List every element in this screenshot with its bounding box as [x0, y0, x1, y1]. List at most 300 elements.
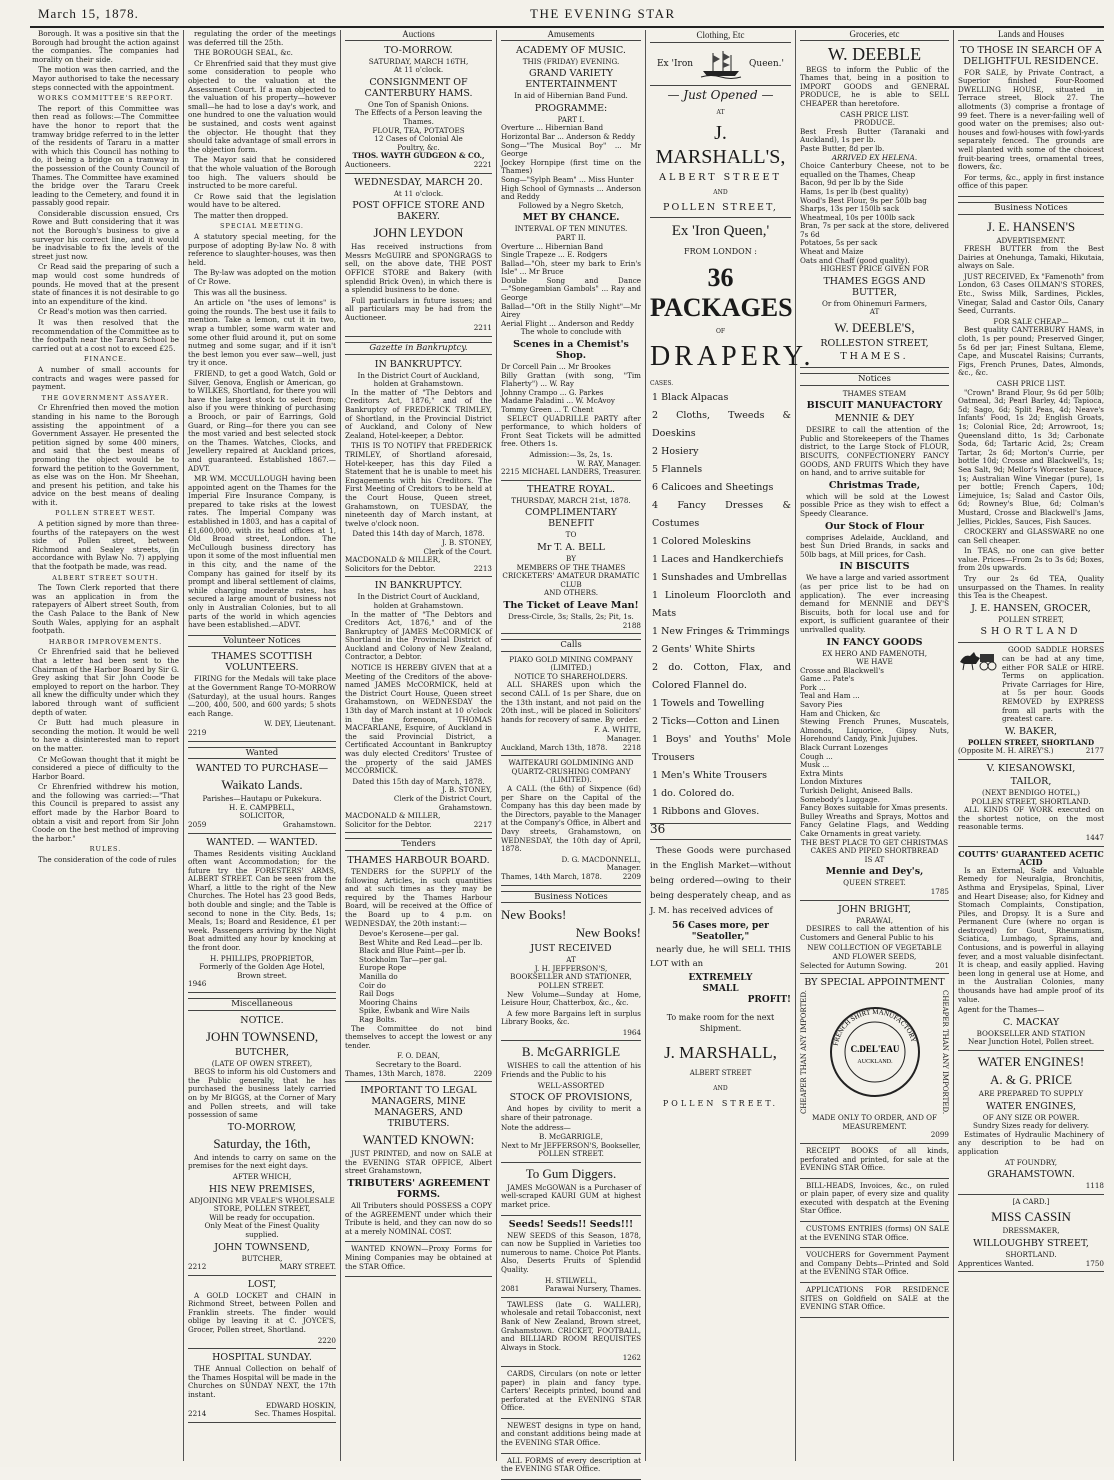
ad-opposite: (Opposite M. H. AIREY'S.)	[958, 746, 1054, 756]
case-item: 1 Linoleum Floorcloth and Mats	[652, 590, 791, 619]
ad-body: And intends to carry on same on the premises for the next eight days.	[188, 1152, 336, 1171]
more-cases: 56 Cases more, per "Seatoller,"	[672, 921, 769, 942]
seal-side-left: CHEAPER THAN ANY IMPORTED.	[800, 990, 808, 1115]
ad-by: BY	[566, 553, 576, 563]
ad-have: WE HAVE	[856, 657, 893, 667]
ad-body: For terms, &c., apply in first instance office of this paper.	[958, 172, 1104, 191]
ad-solicitor: MACDONALD & MILLER,	[345, 555, 441, 565]
ad-title: TO THOSE IN SEARCH OF A DELIGHTFUL RESIDENCE.	[960, 44, 1102, 67]
column-1-council-report	[32, 30, 179, 1461]
ad-play: The Ticket of Leave Man!	[503, 599, 639, 611]
ad-agent: Agent for the Thames—	[958, 1005, 1045, 1015]
ad-date: SATURDAY, MARCH 16TH,	[368, 56, 469, 66]
ad-prices: Dress-Circle, 3s; Stalls, 2s; Pit, 1s.	[508, 611, 634, 621]
ad-number: 1750	[1085, 1258, 1104, 1268]
ad-card: [A CARD.]	[1012, 1196, 1050, 1206]
ad-title: WATER ENGINES!	[977, 1054, 1085, 1069]
at-label: AT	[716, 109, 725, 116]
ad-body: CUSTOMS ENTRIES (forms) ON SALE at the EVENING STAR Office.	[800, 1224, 949, 1242]
ad-number: 1118	[1085, 1181, 1104, 1191]
column-7	[958, 30, 1104, 1461]
ad-farmers: Or from Ohinemuri Farmers,	[821, 298, 927, 308]
subheading: ALBERT STREET SOUTH.	[52, 573, 159, 582]
ad-name: W. BAKER,	[1004, 725, 1058, 737]
ad-trade: DRESSMAKER,	[1002, 1226, 1060, 1236]
ad-number: 1964	[622, 1027, 641, 1037]
paragraph: The matter then dropped.	[194, 210, 289, 220]
street-albert: ALBERT STREET	[689, 1069, 752, 1077]
cast-item: Dr Corcell Pain ... Mr Brookes	[501, 362, 611, 372]
fancy-item: Game ... Pate's	[800, 674, 855, 684]
ad-adv: ADVERTISEMENT.	[996, 235, 1066, 245]
ad-place: THE BEST PLACE TO GET CHRISTMAS CAKES AND PIPED SHORTBREAD	[800, 837, 949, 856]
ad-body: FOR SALE, by Private Contract, a Superior finished Four-Roomed DWELLING HOUSE, situated in Terrace street, Block 27. The allotments (3) comprise a frontage of 99 feet. There is a never-failing well of good water on the premises; also out-houses and fowl-houses with fowl-yards separately fenced. The grounds are well planted with some of the choicest fruit-bearing trees, ornamental trees, flowers, &c.	[958, 67, 1104, 172]
ad-line: 12 Cases of Colonial Ale	[374, 134, 463, 144]
ad-ready: Will be ready for occupation.	[209, 1212, 315, 1222]
ad-number: 2217	[473, 819, 492, 829]
ad-theatre-royal	[501, 484, 641, 634]
ad-name: H. E. CAMPBELL,	[229, 802, 295, 812]
ad-proxy-forms	[345, 1245, 492, 1277]
price-item: Best Fresh Butter (Taranaki and Auckland), 1s per lb.	[800, 126, 949, 145]
paragraph: Cr Ehrenfried said that he believed that a letter had been sent to the Chairman of the Harbor Board by Sir G. Grey asking that Sir John Coode be employed to report on the harbor. They all knew the difficulty under which they labored through want of sufficient depth of water.	[32, 647, 179, 717]
ad-title: New Books!	[501, 907, 567, 923]
tender-item: Spike, Ewbank and Wire Nails	[359, 1006, 470, 1016]
section-head-misc: Miscellaneous	[188, 998, 336, 1011]
ad-role: Manager.	[606, 734, 641, 744]
cases-label: CASES.	[650, 380, 674, 387]
ad-body: Thames Residents visiting Auckland often want Accommodation; for the future try the FORESTERS' ARMS, ALBERT STREET. Can be seen from the Wharf, a little to the right of the New Churches. The Hotel has 23 good Beds, both double and single; and the Table is second to none in the City. Beds, 1s; Meals, 1s; Board and Residence, £1 per week. Passengers arriving by the Night Boat admitted any hour by knocking at the front door.	[188, 848, 336, 953]
paragraph: Cr Read's motion was then carried.	[38, 307, 168, 317]
ad-solicitor-role: Solicitor for the Debtor.	[345, 819, 432, 829]
case-item: 1 do. Colored do.	[652, 788, 735, 799]
ad-piako	[501, 656, 641, 757]
ad-name: MENNIE & DEY	[834, 413, 915, 425]
ad-bill-heads	[800, 1182, 949, 1222]
case-item: 2 Cloths, Tweeds & Doeskins	[652, 410, 791, 439]
ad-body: ALL SHARES upon which the second CALL of 1s per Share, due on the 13th instant, and not paid on the 20th inst., will be placed in Solicitors' hands for recovery of same. By order.	[501, 680, 641, 724]
ad-title: THAMES HARBOUR BOARD.	[347, 854, 490, 866]
section-head-lands: Lands and Houses	[958, 30, 1104, 41]
ad-body: ARE PREPARED TO SUPPLY	[978, 1089, 1084, 1098]
ad-name: W. DEEBLE'S,	[834, 320, 915, 336]
profit: PROFIT!	[747, 995, 791, 1005]
case-item: 1 Men's White Trousers	[652, 770, 768, 781]
case-item: 2 Ticks—Cotton and Linen	[652, 716, 780, 727]
ad-tributers-forms	[345, 1085, 492, 1242]
ad-john-townsend	[188, 1015, 336, 1276]
ad-note: Note the address—	[501, 1123, 571, 1133]
ad-hansen	[958, 219, 1104, 644]
ad-body: NOTICE IS HEREBY GIVEN that at a Meeting of the Creditors of the above-named JAMES McCORMICK, held at the District Court House, Queen street Grahamstown, on WEDNESDAY the 13th day of March instant at 10 o'clock in the forenoon, THOMAS MACFARLANE, Esquire, of Auckland in the said Provincial District, a Certificated Accountant in Bankruptcy was duly elected Creditors' Trustee of the property of the said JAMES MCCORMICK.	[345, 663, 492, 776]
tender-item: Rail Dogs	[359, 989, 395, 999]
ad-body: ALL KINDS OF WORK executed on the shortest notice, on the most reasonable terms.	[958, 805, 1104, 832]
ad-name: JOHN TOWNSEND,	[205, 1028, 319, 1044]
ad-body: In the matter of "The Debtors and Creditors Act, 1876," and of the Bankruptcy of JAMES McCORMICK of Shortland in the Provincial District of Auckland and Colony of New Zealand, Contractor, a Debtor.	[345, 609, 492, 662]
ad-highest: HIGHEST PRICE GIVEN FOR	[820, 264, 929, 274]
ad-body: FIRING for the Medals will take place at the Government Range TO-MORROW (Saturday), at the usual hours. Ranges—200, 400, 500, and 600 yards; 5 shots each Range.	[188, 674, 336, 718]
ad-at: AT	[869, 307, 880, 317]
ad-number: 2219	[188, 727, 207, 737]
price-item: Bacon, 9d per lb by the Side	[800, 178, 904, 188]
column-rule	[183, 30, 184, 1461]
section-head-volunteer: Volunteer Notices	[188, 635, 336, 648]
column-4	[501, 29, 641, 1474]
fancy-item: Black Currant Lozenges	[800, 743, 888, 753]
ad-ltd: (LIMITED.)	[550, 663, 592, 673]
ad-name: H. PHILLIPS, PROPRIETOR,	[209, 953, 315, 963]
ad-auction-leydon	[345, 177, 492, 338]
ad-body: Parishes—Hautapu or Pukekura.	[202, 794, 322, 804]
marshall-name: J. MARSHALL'S,	[655, 122, 786, 168]
ad-body: All Tributers should POSSESS a COPY of the AGREEMENT under which their Tribute is held, and they can now do so at a merely NOMINAL COST.	[345, 1200, 492, 1236]
ad-name: JOHN TOWNSEND,	[214, 1241, 310, 1253]
ad-coutts	[958, 850, 1104, 1051]
ad-role: BOOKSELLER AND STATION	[976, 1028, 1086, 1038]
ad-trade: TAILOR,	[1010, 775, 1052, 787]
ad-engines: WATER ENGINES,	[985, 1100, 1077, 1112]
paragraph: The By-law was adopted on the motion of Cr Rowe.	[188, 268, 336, 287]
ad-name: THOS. WAYTH GUDGEON & CO.,	[352, 151, 485, 161]
ad-part: PART I.	[557, 114, 585, 124]
ad-body: VOUCHERS for Government Payment and Company Debts—Printed and Sold at the EVENING STAR Office.	[800, 1250, 949, 1277]
ad-programme: PROGRAMME:	[534, 102, 608, 114]
ad-body: Has received instructions from Messrs McGUIRE and SPONGRAGS to sell, on the above date, THE POST OFFICE STORE and Bakery (with splendid Brick Oven), in which there is a splendid business to be done.	[345, 242, 492, 295]
ad-water-engines	[958, 1054, 1104, 1195]
ad-title: POST OFFICE STORE AND BAKERY.	[352, 200, 485, 223]
fancy-item: Cough ...	[800, 751, 833, 761]
ad-time: At 11 o'clock.	[393, 188, 444, 198]
section-head-wanted: Wanted	[188, 747, 336, 760]
ad-hospital-sunday	[188, 1352, 336, 1423]
ad-name: C. MACKAY	[1002, 1016, 1060, 1028]
column-rule	[645, 30, 646, 1461]
make-room: To make room for the next Shipment.	[666, 1013, 775, 1033]
ad-stock: STOCK OF PROVISIONS,	[509, 1092, 633, 1104]
of-label: OF	[715, 328, 726, 335]
ad-waitekauri	[501, 759, 641, 885]
ad-body: DESIRE to call the attention of the Public and Storekeepers of the Thames district, to the Large Stock of FLOUR, BISCUITS, CONFECTIONERY FANCY GOODS, AND FRUITS Which they have on hand, and to arrive suitable for	[800, 425, 949, 478]
horse-carriage-icon	[958, 646, 998, 674]
page-header	[30, 4, 1104, 28]
ad-body: JUST RECEIVED, Ex "Famenoth" from London, 63 Cases OILMAN'S STORES, Etc., Swiss Milk, Sardines, Pickles, Vinegar, Salad and Castor Oils, Canary Seed, Currants.	[958, 271, 1104, 316]
ad-date: Saturday, the 16th,	[213, 1135, 311, 1151]
ad-arrived: ARRIVED EX HELENA.	[831, 152, 918, 162]
ad-kiesanowski	[958, 763, 1104, 847]
ad-body: CROCKERY and GLASSWARE no one can Sell cheaper.	[958, 527, 1104, 545]
ship-caption-right: Queen.'	[749, 58, 785, 69]
subheading: RULES.	[89, 845, 122, 854]
ad-number: 2081	[501, 1284, 520, 1294]
paragraph: The report of this Committee was then read as follows:—The Committee have the honor to report that the tramway bridge referred to in the letter of the residents of Tararu in a matter with which this Council has nothing to do, it being a bridge on a tramway in the possession of the County Council of Thames. The Committee have examined the bridge over the Tararu Creek leading to the Cemetery, and found it in passably good repair.	[32, 103, 179, 208]
small: SMALL	[702, 984, 739, 994]
ad-body: FRESH BUTTER from the Best Dairies at Onehunga, Tamaki, Hikutaia, always on Sale.	[958, 244, 1104, 271]
ad-admission: Admission:—3s, 2s, 1s.	[529, 449, 613, 459]
ad-notice: NOTICE.	[240, 1014, 284, 1026]
ad-scottish-volunteers	[188, 651, 336, 741]
ad-date: Dated this 15th day of March, 1878.	[352, 776, 485, 786]
ad-waikato-lands	[188, 763, 336, 833]
ad-number: 2215	[501, 467, 520, 477]
programme-item: Song—"The Musical Boy" ... Mr George	[501, 140, 641, 159]
case-item: 5 Flannels	[652, 464, 703, 475]
ad-body: Is an External, Safe and Valuable Remedy for Neuralgia, Bronchitis, Asthma and Erysipelas, Spinal, Liver and Heart Disease; also, for Kidney and Stomach Complaints, Constipation, Piles, and Dropsy. It is a Sure and Permanent Cure (where no organ is destroyed) for Gout, Rheumatism, Sciatica, Lumbago, Sprains, and Contusions, and is powerful in allaying fever, and a most valuable disinfectant. It is cheap, and easily applied. Having been long in general use at Home, and in the Australian Colonies, many thousands have had ample proof of its value.	[958, 865, 1104, 1004]
ad-body: comprises Adelaide, Auckland, and best Sun Dried Brands, in sacks and 50lb bags, at Mill prices, for Cash.	[800, 532, 949, 559]
ad-follow: Followed by a Negro Sketch,	[518, 200, 624, 210]
ad-name: D. G. MACDONNELL,	[561, 854, 641, 864]
case-item: 1 Sunshades and Umbrellas	[652, 572, 787, 583]
ad-number: 2212	[188, 1262, 207, 1272]
section-head-gazette: Gazette in Bankruptcy.	[345, 342, 492, 355]
price-item: Hams, 1s per lb (best quality)	[800, 186, 909, 196]
ad-at: AT	[566, 955, 576, 965]
price-item: Wheat and Maize	[800, 247, 864, 257]
section-head-auctions: Auctions	[345, 30, 492, 41]
extremely: EXTREMELY	[688, 973, 753, 983]
ad-body: NEWEST designs in type on hand, and constant additions being made at the EVENING STAR Office.	[501, 1420, 641, 1448]
paragraph: regulating the order of the meetings was deferred till the 25th.	[188, 29, 336, 47]
ad-title: To Gum Diggers.	[525, 1165, 617, 1181]
paragraph: MR WM. MCCULLOUGH having been appointed agent on the Thames for the Imperial Fire Insurance Company, is prepared to take risks at the lowest rates. The Imperial Company was established in 1803, and has a capital of £1,600,000, with its head offices at 1, Old Broad street, London. The McCullough business directory has upon it some of the most influential men in this city, and the name of the Company has gained for itself by its prompt and liberal settlement of claims, while charging moderate rates, has secured a large amount of business not only in Australian Colonies, but to all parts of the world in which agencies have been established.—ADVT.	[188, 474, 336, 630]
ad-miss-cassin	[958, 1198, 1104, 1272]
ad-body: APPLICATIONS FOR RESIDENCE SITES on Goldfield on SALE at the EVENING STAR Office.	[800, 1285, 949, 1312]
ad-cash: CASH PRICE LIST.	[840, 109, 909, 119]
ad-body: WISHES to call the attention of his Friends and the Public to his	[501, 1061, 641, 1080]
ad-body: GOOD SADDLE HORSES can be had at any time, either FOR SALE or HIRE. Terms on application. Private Carriages for Hire, at 5s per hour. Goods REMOVED by EXPRESS from all parts with the greatest care.	[1002, 645, 1104, 724]
case-item: 4 Fancy Dresses & Costumes	[652, 500, 791, 529]
ad-body: WANTED KNOWN—Proxy Forms for Mining Companies may be obtained at the STAR Office.	[345, 1244, 492, 1271]
case-item: 1 Laces and Handkerchiefs	[652, 554, 784, 565]
column-2	[188, 30, 336, 1461]
cast-item: Madame Paladini ... W. McAvoy	[501, 396, 615, 406]
ad-late: (LATE OF OWEN STREET),	[211, 1058, 313, 1068]
ad-forms: TRIBUTERS' AGREEMENT FORMS.	[347, 1177, 490, 1200]
paragraph: Cr Ehrenfried withdrew his motion, and the following was carried:—"That this Council is prepared to assist any effort made by the Harbor Board to obtain a visit and report from Sir John Coode on the best method of improving the harbor."	[32, 782, 179, 843]
column-rule	[496, 30, 497, 1461]
fancy-item: London Mixtures	[800, 777, 863, 787]
ad-title: THEATRE ROYAL.	[526, 483, 615, 495]
ad-treasurer: MICHAEL LANDERS, Treasurer.	[521, 467, 641, 477]
paragraph: The Mayor said that he considered that the whole valuation of the Borough too high. The valuers should be instructed to be more careful.	[188, 155, 336, 191]
subheading: SPECIAL MEETING.	[220, 222, 304, 231]
section-head-business: Business Notices	[958, 202, 1104, 215]
ad-town: PARAWAI,	[855, 915, 894, 925]
ship-caption-left: Ex 'Iron	[656, 58, 694, 69]
programme-item: Ballad—"Oft in the Stilly Night"—Mr Airey	[501, 301, 641, 320]
ad-date: Dated this 14th day of March, 1878.	[352, 529, 485, 539]
tender-item: Coir do	[359, 980, 386, 990]
price-item: Sharps, 13s per 150lb sack	[800, 204, 900, 214]
column-6	[800, 30, 949, 1461]
subheading: FINANCE.	[84, 355, 127, 364]
case-item: 2 Gents' White Shirts	[652, 644, 755, 655]
ad-name: B. McGARRIGLE,	[539, 1132, 603, 1142]
ad-premises: HIS NEW PREMISES,	[208, 1183, 316, 1195]
ad-number: 2218	[622, 742, 641, 752]
ad-number: 1447	[1085, 832, 1104, 842]
ad-body: And hopes by civility to merit a share of their patronage.	[501, 1104, 641, 1122]
ad-number: 2059	[188, 819, 207, 829]
ad-name: Mennie and Dey's,	[825, 866, 924, 878]
paragraph: A number of small accounts for contracts and wages were passed for payment.	[32, 364, 179, 392]
cast-item: Tommy Green ... T. Chent	[501, 405, 594, 414]
seal-ring-text: FRENCH SHIRT MANUFACTORY	[831, 1008, 918, 1047]
ad-shirt-seal	[800, 977, 949, 1144]
ad-name: EDWARD HOSKIN,	[265, 1400, 336, 1410]
ad-body: THE Annual Collection on behalf of the Thames Hospital will be made in the Churches on SUNDAY NEXT, the 17th instant.	[188, 1364, 336, 1400]
ship-icon	[701, 49, 741, 79]
fancy-item: Turkish Delight, Aniseed Balls.	[800, 786, 913, 795]
fancy-item: Crosse and Blackwell's	[800, 665, 884, 675]
case-item: 1 Towels and Towelling	[652, 698, 765, 709]
marshall-body: nearly due, he will SELL THIS LOT with an	[650, 945, 791, 969]
tender-item: Manilla do	[359, 972, 398, 982]
case-item: 1 Colored Moleskins	[652, 536, 751, 547]
paragraph: The motion was then carried, and the Mayor authorised to take the necessary steps connected with the appointment.	[32, 65, 179, 92]
ad-forms	[501, 1457, 641, 1480]
price-item: Bran, 7s per sack at the store, delivered 7s 6d	[800, 221, 949, 239]
ad-body: BEGS to inform his old Customers and the Public generally, that he has purchased the business lately carried on by Mr BIGGS, at the Corner of Mary and Pollen streets, and will take possession of same	[188, 1067, 336, 1120]
seal-emblem-icon	[827, 1004, 923, 1100]
programme-item: Ballad—"Oh, steer my bark to Erin's Isle" ... Mr Bruce	[501, 258, 641, 277]
price-item: Wheatmeal, 10s per 100lb sack	[800, 212, 915, 222]
ad-town: Grahamstown.	[282, 819, 336, 829]
ad-date: Thames, 13th March, 1878.	[345, 1068, 446, 1078]
ad-body: DESIRES to call the attention of his Customers and General Public to his	[800, 924, 949, 942]
ad-court: In the District Court of Auckland, holden at Grahamstown.	[357, 592, 480, 610]
column-rule	[340, 30, 341, 1461]
ad-members: MEMBERS OF THE THAMES CRICKETERS' AMATEUR DRAMATIC CLUB	[502, 562, 640, 589]
masthead-title: THE EVENING STAR	[530, 6, 676, 21]
ad-size: OF ANY SIZE OR POWER.	[982, 1112, 1080, 1122]
drapery-title: DRAPERY.	[650, 341, 815, 372]
case-item: 1 New Fringes & Trimmings	[652, 626, 790, 637]
ad-street: ROLLESTON STREET,	[820, 338, 929, 350]
ad-manager: W. RAY, Manager.	[577, 458, 641, 468]
price-item: Potatoes, 5s per sack	[800, 238, 878, 248]
paragraph: Cr Ehrenfried then moved the motion standing in his name to the Borough assisting the appointment of a Government Assayer. He presented the petition signed by some 400 miners, and said that the best means of promoting the object would be to forward the petition to the Government, as else was on the Hon. Mr Sheehan, and present his petition, and take his advice on the best means of dealing with it.	[32, 403, 179, 507]
ad-applications	[800, 1286, 949, 1318]
ad-sundry: Sundry Sizes ready for delivery.	[972, 1121, 1090, 1131]
price-item: Oats and Chaff (good quality).	[800, 255, 910, 265]
ad-street: POLLEN STREET,	[998, 614, 1064, 624]
ad-title: BY SPECIAL APPOINTMENT	[804, 977, 945, 989]
ad-title: Seeds! Seeds!! Seeds!!!	[508, 1218, 634, 1230]
column-3	[345, 30, 492, 1461]
ad-addr: Near Junction Hotel, Pollen street.	[967, 1037, 1095, 1047]
ad-name: MISS CASSIN	[991, 1209, 1071, 1225]
ad-flour: Our Stock of Flour	[824, 520, 925, 532]
case-item: 1 Black Alpacas	[652, 392, 729, 403]
ad-name: Mr T. A. BELL	[537, 541, 605, 553]
cases-total: 36	[650, 823, 791, 835]
paragraph: Cr McGowan thought that it might be considered a piece of difficulty to the Harbor Board.	[32, 754, 179, 781]
packages-count: 36 PACKAGES	[650, 263, 793, 322]
ad-role: Auctioneers.	[345, 159, 391, 169]
programme-item: Double Song and Dance—"Sonegambian Gambols" ... Ray and George	[501, 275, 641, 303]
ad-body: RECEIPT BOOKS of all kinds, perforated and printed, for sale at the EVENING STAR Office.	[800, 1145, 949, 1173]
ad-title: IN BANKRUPTCY.	[374, 358, 463, 370]
paragraph: Borough. It was a positive sin that the Borough had brought the action against the companies. The companies had morality on their side.	[32, 29, 179, 64]
case-item: 1 Boys' and Youths' Mole Trousers	[652, 734, 791, 763]
ad-vouchers	[800, 1251, 949, 1283]
ad-previous: Formerly of the Golden Age Hotel, Brown street.	[199, 962, 325, 980]
ad-title: PIAKO GOLD MINING COMPANY	[509, 654, 633, 664]
ad-next: (NEXT BENDIGO HOTEL,)	[982, 787, 1080, 797]
section-head-tenders: Tenders	[345, 838, 492, 851]
ad-tawless	[501, 1301, 641, 1367]
paragraph: THE BOROUGH SEAL, &c.	[194, 48, 293, 58]
programme-item: Overture ... Hibernian Band	[501, 123, 604, 133]
fancy-item: Fancy Boxes suitable for Xmas presents.	[800, 803, 948, 813]
programme-item: High School of Gymnasts ... Anderson and Reddy	[501, 183, 641, 202]
ad-title: ACADEMY OF MUSIC.	[516, 44, 626, 56]
ad-shop: BOOKSELLER AND STATIONER, POLLEN STREET.	[510, 972, 632, 990]
paragraph: The consideration of the code of rules	[38, 855, 177, 865]
paragraph: The Town Clerk reported that there was an application in from the ratepayers of Albert street South, from the Cash Palace to the Bank of New South Wales, applying for an asphalt footpath.	[32, 583, 179, 636]
fancy-item: Ham and Chicken, &c	[800, 708, 881, 718]
paragraph: Cr Ehrenfried said that they must give some consideration to people who objected to the valuation at the Assessment Court. If a man objected to the valuation of his property—however small—he had to lose a day's work, and one hundred to one the valuation would be sustained, and costs went against the objector. He thought that they should take advantage of small errors in the objection form.	[188, 58, 336, 154]
ad-role: Clerk of the Court.	[423, 546, 492, 556]
issue-date: March 15, 1878.	[38, 6, 139, 21]
ad-subtitle: Waikato Lands.	[221, 777, 303, 793]
paragraph: Considerable discussion ensued, Crs Rowe and Butt considering that it was not the Borough's business to give a surveyor his correct line, and it would be inadvisable to fix the levels of the street just now.	[32, 208, 179, 261]
ad-foresters-arms	[188, 837, 336, 994]
ad-body: THIS IS TO NOTIFY that FREDERICK TRIMLEY, of Shortland aforesaid, Hotel-keeper, has this day Filed a Statement that he is unable to meet his Engagements with his Creditors. The First Meeting of Creditors to be held at the Court House, Queen street, Grahamstown, on TUESDAY, the nineteenth day of March instant, at twelve o'clock noon.	[345, 441, 492, 528]
ad-number: 201	[935, 960, 949, 970]
ad-lost	[188, 1279, 336, 1350]
ad-role: SOLICITOR,	[239, 811, 285, 821]
section-head-business: Business Notices	[501, 891, 641, 904]
ad-body: TAWLESS (late G. WALLER), wholesale and retail Tobacconist, next Bank of New Zealand, Brown street, Grahamstown. CRICKET, FOOTBALL, and BILLIARD ROOM REQUISITES Always in Stock.	[501, 1299, 641, 1352]
ad-time: At 11 o'clock.	[393, 65, 444, 75]
ad-line: FLOUR, TEA, POTATOES	[372, 125, 465, 135]
seal-center-text: C.DEL'EAU	[850, 1044, 899, 1055]
fancy-item: Extra Mints	[800, 768, 844, 778]
ad-title: WANTED. — WANTED.	[206, 836, 318, 848]
ad-number: 2209	[622, 871, 641, 881]
ad-date: Auckland, March 13th, 1878.	[501, 742, 608, 752]
ad-title: WAITEKAURI GOLDMINING AND QUARTZ-CRUSHING COMPANY	[508, 758, 634, 776]
ad-body: A few more Bargains left in surplus Library Books, &c.	[501, 1008, 641, 1027]
ad-body: A GOLD LOCKET and CHAIN in Richmond Street, between Pollen and Franklin streets. The finder would oblige by leaving it at C. JOYCE'S, Grocer, Pollen street, Shortland.	[188, 1290, 336, 1335]
ad-addr: POLLEN STREET, SHORTLAND.	[971, 796, 1091, 806]
ad-title: THAMES SCOTTISH VOLUNTEERS.	[211, 651, 313, 674]
case-item: 2 do. Cotton, Flax, and Colored Flannel do.	[652, 662, 791, 691]
ad-solicitor-role: Solicitors for the Debtor.	[345, 563, 436, 573]
ad-role: Sec. Thames Hospital.	[254, 1409, 336, 1419]
and-label: AND	[713, 1085, 728, 1092]
ad-line: One Ton of Spanish Onions.	[368, 99, 469, 109]
ad-apprentices: Apprentices Wanted.	[958, 1258, 1034, 1268]
ad-title: BISCUIT MANUFACTORY	[806, 400, 943, 412]
ad-body: which will be sold at the Lowest possible Price as they wish to effect a Speedy Clearance.	[800, 491, 949, 518]
ad-date: Thames, 14th March, 1878.	[501, 871, 602, 881]
ad-body: Best quality CANTERBURY HAMS, in cloth, 1s per pound; Preserved Ginger, 5s 6d per jar; Finest Sultana, Eleme, Cape, and Muscatel Raisins; Currants, Figs, French Prunes, Dates, Almonds, &c., &c.	[958, 325, 1104, 378]
ad-name: JOHN LEYDON	[373, 225, 464, 241]
ad-number: 2209	[473, 1068, 492, 1078]
ad-others: AND OTHERS.	[543, 588, 599, 598]
section-head-groceries: Groceries, etc	[800, 30, 949, 41]
subheading: WORKS COMMITTEE'S REPORT.	[37, 94, 174, 103]
ad-body: A CALL (the 6th) of Sixpence (6d) per Share on the Capital of the Company has this day been made by the Directors, payable to the Manager at the Company's Office, in Albert and Davy streets, Grahamstown, on WEDNESDAY, the 10th day of April, 1878.	[501, 784, 641, 854]
ad-number: 1262	[622, 1353, 641, 1363]
ad-name: F. A. WHITE,	[593, 725, 641, 735]
fancy-item: Somebody's Luggage.	[800, 794, 880, 804]
ad-received: JUST RECEIVED	[530, 943, 612, 955]
programme-item: Horizontal Bar ... Anderson & Reddy	[501, 131, 635, 141]
cast-item: Billy Grattan (with song, "Tim Flaherty") ... W. Ray	[501, 370, 641, 389]
